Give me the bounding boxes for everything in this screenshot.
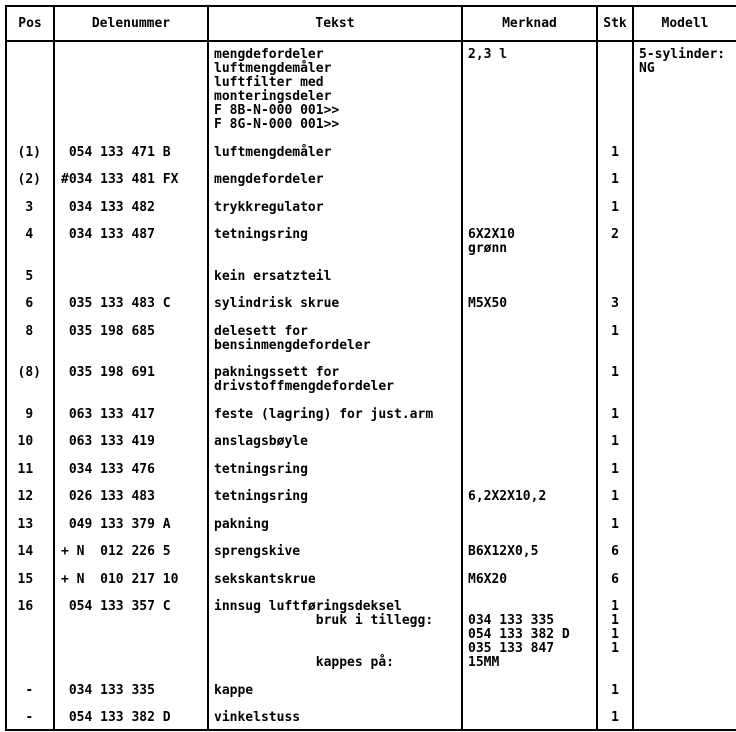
table-row	[7, 587, 736, 671]
header-modell: Modell	[661, 15, 709, 31]
remark-cell	[463, 353, 598, 395]
pos-cell	[7, 160, 55, 188]
cell-line: 054 133 382 D	[468, 627, 570, 642]
cell-line: 1	[611, 461, 619, 477]
cell-line: trykkregulator	[214, 199, 324, 215]
model-cell	[634, 477, 736, 505]
pos-cell	[7, 670, 55, 698]
description-cell	[209, 284, 463, 312]
cell-line: + N 010 217 10	[61, 571, 179, 587]
cell-line: 034 133 482	[61, 199, 155, 215]
remark-cell	[463, 215, 598, 257]
pos-cell	[7, 311, 55, 353]
cell-line: 6,2X2X10,2	[468, 489, 547, 504]
table-header	[7, 7, 736, 42]
cell-line: tetningsring	[214, 489, 308, 504]
quantity-cell	[598, 670, 634, 698]
remark-cell	[463, 422, 598, 450]
cell-line: 12	[17, 489, 41, 504]
remark-cell	[463, 160, 598, 188]
cell-line: 9	[25, 406, 41, 422]
part-number-cell	[55, 187, 209, 215]
cell-line	[214, 628, 461, 642]
cell-line: 1	[611, 599, 619, 614]
cell-line: 035 133 847	[468, 641, 555, 656]
description-cell	[209, 353, 463, 395]
cell-line: drivstoffmengdefordeler	[214, 379, 395, 394]
table-row	[7, 215, 736, 257]
table-body	[7, 42, 736, 729]
cell-line: kappes på:	[214, 655, 395, 670]
cell-line: 035 133 483 C	[61, 296, 171, 311]
cell-line	[214, 642, 461, 656]
description-cell	[209, 532, 463, 560]
part-number-cell	[55, 504, 209, 532]
pos-cell	[7, 422, 55, 450]
remark-cell	[463, 187, 598, 215]
remark-cell	[463, 311, 598, 353]
cell-line: mengdefordeler	[214, 172, 324, 187]
model-cell	[634, 698, 736, 730]
cell-line: 049 133 379 A	[61, 516, 171, 532]
table-row	[7, 311, 736, 353]
cell-line: bruk i tillegg:	[214, 613, 434, 628]
header-pos: Pos	[7, 7, 55, 40]
cell-line: 4	[25, 227, 41, 242]
remark-cell	[463, 504, 598, 532]
cell-line: sprengskive	[214, 544, 301, 559]
description-cell	[209, 256, 463, 284]
cell-line: 1	[611, 144, 619, 160]
cell-line: -	[25, 710, 41, 725]
cell-line	[468, 600, 596, 614]
model-cell	[634, 587, 736, 671]
cell-line: innsug luftføringsdeksel	[214, 599, 402, 614]
description-cell	[209, 215, 463, 257]
cell-line: 8	[25, 323, 41, 339]
model-cell	[634, 670, 736, 698]
cell-line: 1	[611, 516, 619, 532]
pos-cell	[7, 477, 55, 505]
table-row	[7, 284, 736, 312]
table-row	[7, 132, 736, 160]
model-cell	[634, 559, 736, 587]
part-number-cell	[55, 353, 209, 395]
pos-cell	[7, 587, 55, 671]
pos-cell	[7, 353, 55, 395]
model-cell	[634, 160, 736, 188]
part-number-cell	[55, 256, 209, 284]
part-number-cell	[55, 670, 209, 698]
part-number-cell	[55, 532, 209, 560]
pos-cell	[7, 284, 55, 312]
cell-line: 1	[611, 682, 619, 698]
remark-cell	[463, 284, 598, 312]
header-stk: Stk	[598, 7, 634, 40]
cell-line: 034 133 335	[61, 682, 155, 698]
part-number-cell	[55, 215, 209, 257]
quantity-cell	[598, 160, 634, 188]
quantity-cell	[598, 449, 634, 477]
part-number-cell	[55, 698, 209, 730]
description-cell	[209, 42, 463, 132]
table-row	[7, 449, 736, 477]
model-cell	[634, 132, 736, 160]
quantity-cell	[598, 353, 634, 395]
pos-cell	[7, 132, 55, 160]
table-row	[7, 160, 736, 188]
table-row	[7, 477, 736, 505]
cell-line: sylindrisk skrue	[214, 296, 340, 311]
cell-line: vinkelstuss	[214, 710, 301, 725]
cell-line: 11	[17, 461, 41, 477]
quantity-cell	[598, 42, 634, 132]
model-cell	[634, 353, 736, 395]
cell-line: kein ersatzteil	[214, 268, 332, 284]
description-cell	[209, 587, 463, 671]
table-row	[7, 504, 736, 532]
remark-cell	[463, 42, 598, 132]
cell-line: 1	[611, 641, 619, 656]
cell-line: tetningsring	[214, 227, 308, 242]
quantity-cell	[598, 311, 634, 353]
cell-line: 035 198 691	[61, 365, 155, 380]
table-row	[7, 532, 736, 560]
remark-cell	[463, 532, 598, 560]
pos-cell	[7, 256, 55, 284]
cell-line: 15	[17, 571, 41, 587]
cell-line: 6	[611, 571, 619, 587]
remark-cell	[463, 670, 598, 698]
cell-line: 1	[611, 323, 619, 339]
cell-line: -	[25, 682, 41, 698]
cell-line: 1	[611, 199, 619, 215]
description-cell	[209, 394, 463, 422]
quantity-cell	[598, 504, 634, 532]
cell-line: luftmengdemåler	[214, 61, 332, 76]
cell-line: 5-sylinder:	[639, 47, 726, 62]
cell-line: 6	[611, 544, 619, 559]
cell-line: (1)	[17, 144, 41, 160]
pos-cell	[7, 187, 55, 215]
part-number-cell	[55, 394, 209, 422]
remark-cell	[463, 132, 598, 160]
table-row	[7, 187, 736, 215]
parts-table	[5, 5, 736, 731]
cell-line: 1	[611, 710, 619, 725]
part-number-cell	[55, 477, 209, 505]
cell-line: 1	[611, 172, 619, 187]
cell-line: 13	[17, 516, 41, 532]
pos-cell	[7, 394, 55, 422]
cell-line: 3	[25, 199, 41, 215]
model-cell	[634, 187, 736, 215]
description-cell	[209, 132, 463, 160]
quantity-cell	[598, 284, 634, 312]
part-number-cell	[55, 559, 209, 587]
cell-line: 034 133 335	[468, 613, 555, 628]
model-cell	[634, 311, 736, 353]
remark-cell	[463, 587, 598, 671]
part-number-cell	[55, 311, 209, 353]
part-number-cell	[55, 42, 209, 132]
pos-cell	[7, 559, 55, 587]
remark-cell	[463, 698, 598, 730]
part-number-cell	[55, 160, 209, 188]
model-cell	[634, 532, 736, 560]
cell-line: 14	[17, 544, 41, 559]
quantity-cell	[598, 587, 634, 671]
header-delenummer: Delenummer	[55, 7, 209, 40]
table-row	[7, 698, 736, 730]
part-number-cell	[55, 284, 209, 312]
model-cell	[634, 422, 736, 450]
model-cell	[634, 215, 736, 257]
header-merknad: Merknad	[463, 7, 598, 40]
cell-line: 1	[611, 489, 619, 504]
part-number-cell	[55, 132, 209, 160]
cell-line: M5X50	[468, 296, 508, 311]
table-row	[7, 256, 736, 284]
header-tekst: Tekst	[209, 7, 463, 40]
cell-line: + N 012 226 5	[61, 544, 171, 559]
cell-line: 1	[611, 613, 619, 628]
remark-cell	[463, 449, 598, 477]
cell-line: 054 133 382 D	[61, 710, 171, 725]
table-row	[7, 422, 736, 450]
cell-line: kappe	[214, 682, 254, 698]
cell-line: luftmengdemåler	[214, 144, 332, 160]
description-cell	[209, 187, 463, 215]
cell-line: #034 133 481 FX	[61, 172, 179, 187]
pos-cell	[7, 504, 55, 532]
pos-cell	[7, 698, 55, 730]
quantity-cell	[598, 532, 634, 560]
pos-cell	[7, 449, 55, 477]
cell-line: delesett for	[214, 323, 308, 339]
cell-line: 063 133 417	[61, 406, 155, 422]
cell-line: 6	[25, 296, 41, 311]
description-cell	[209, 449, 463, 477]
description-cell	[209, 311, 463, 353]
remark-cell	[463, 394, 598, 422]
cell-line: 035 198 685	[61, 323, 155, 339]
cell-line: NG	[639, 61, 655, 76]
quantity-cell	[598, 256, 634, 284]
cell-line: F 8B-N-000 001>>	[214, 103, 340, 118]
cell-line: 3	[611, 296, 619, 311]
cell-line: 2,3 l	[468, 47, 508, 62]
remark-cell	[463, 256, 598, 284]
quantity-cell	[598, 132, 634, 160]
description-cell	[209, 698, 463, 730]
remark-cell	[463, 559, 598, 587]
cell-line: 063 133 419	[61, 434, 155, 449]
part-number-cell	[55, 422, 209, 450]
description-cell	[209, 559, 463, 587]
cell-line: sekskantskrue	[214, 571, 316, 587]
cell-line: M6X20	[468, 571, 508, 587]
quantity-cell	[598, 215, 634, 257]
cell-line: luftfilter med	[214, 75, 324, 90]
cell-line: 054 133 357 C	[61, 599, 171, 614]
quantity-cell	[598, 477, 634, 505]
remark-cell	[463, 477, 598, 505]
description-cell	[209, 160, 463, 188]
model-cell	[634, 504, 736, 532]
cell-line: (2)	[17, 172, 41, 187]
cell-line: 1	[611, 365, 619, 380]
cell-line: 034 133 487	[61, 227, 155, 242]
cell-line: 1	[611, 406, 619, 422]
cell-line: 10	[17, 434, 41, 449]
cell-line: 16	[17, 599, 41, 614]
description-cell	[209, 504, 463, 532]
quantity-cell	[598, 394, 634, 422]
cell-line: 15MM	[468, 655, 500, 670]
pos-cell	[7, 42, 55, 132]
table-row	[7, 394, 736, 422]
quantity-cell	[598, 698, 634, 730]
model-cell	[634, 394, 736, 422]
quantity-cell	[598, 422, 634, 450]
pos-cell	[7, 532, 55, 560]
cell-line: 6X2X10	[468, 227, 515, 242]
quantity-cell	[598, 559, 634, 587]
table-row	[7, 559, 736, 587]
cell-line: 026 133 483	[61, 489, 155, 504]
cell-line: grønn	[468, 241, 508, 256]
cell-line: 2	[611, 227, 619, 242]
cell-line: tetningsring	[214, 461, 308, 477]
model-cell	[634, 284, 736, 312]
cell-line: mengdefordeler	[214, 47, 324, 62]
cell-line: monteringsdeler	[214, 89, 332, 104]
table-row	[7, 670, 736, 698]
quantity-cell	[598, 187, 634, 215]
part-number-cell	[55, 587, 209, 671]
model-cell	[634, 256, 736, 284]
cell-line: pakning	[214, 516, 269, 532]
table-row	[7, 353, 736, 395]
cell-line: 5	[25, 268, 41, 284]
cell-line: feste (lagring) for just.arm	[214, 406, 434, 422]
cell-line: (8)	[17, 365, 41, 380]
model-cell	[634, 42, 736, 132]
description-cell	[209, 422, 463, 450]
model-cell	[634, 449, 736, 477]
description-cell	[209, 477, 463, 505]
cell-line: anslagsbøyle	[214, 434, 308, 449]
cell-line: B6X12X0,5	[468, 544, 539, 559]
description-cell	[209, 670, 463, 698]
cell-line: F 8G-N-000 001>>	[214, 117, 340, 132]
cell-line: bensinmengdefordeler	[214, 337, 371, 353]
part-number-cell	[55, 449, 209, 477]
table-row	[7, 42, 736, 132]
cell-line: pakningssett for	[214, 365, 340, 380]
cell-line: 1	[611, 434, 619, 449]
cell-line: 034 133 476	[61, 461, 155, 477]
cell-line: 1	[611, 627, 619, 642]
pos-cell	[7, 215, 55, 257]
cell-line: 054 133 471 B	[61, 144, 171, 160]
